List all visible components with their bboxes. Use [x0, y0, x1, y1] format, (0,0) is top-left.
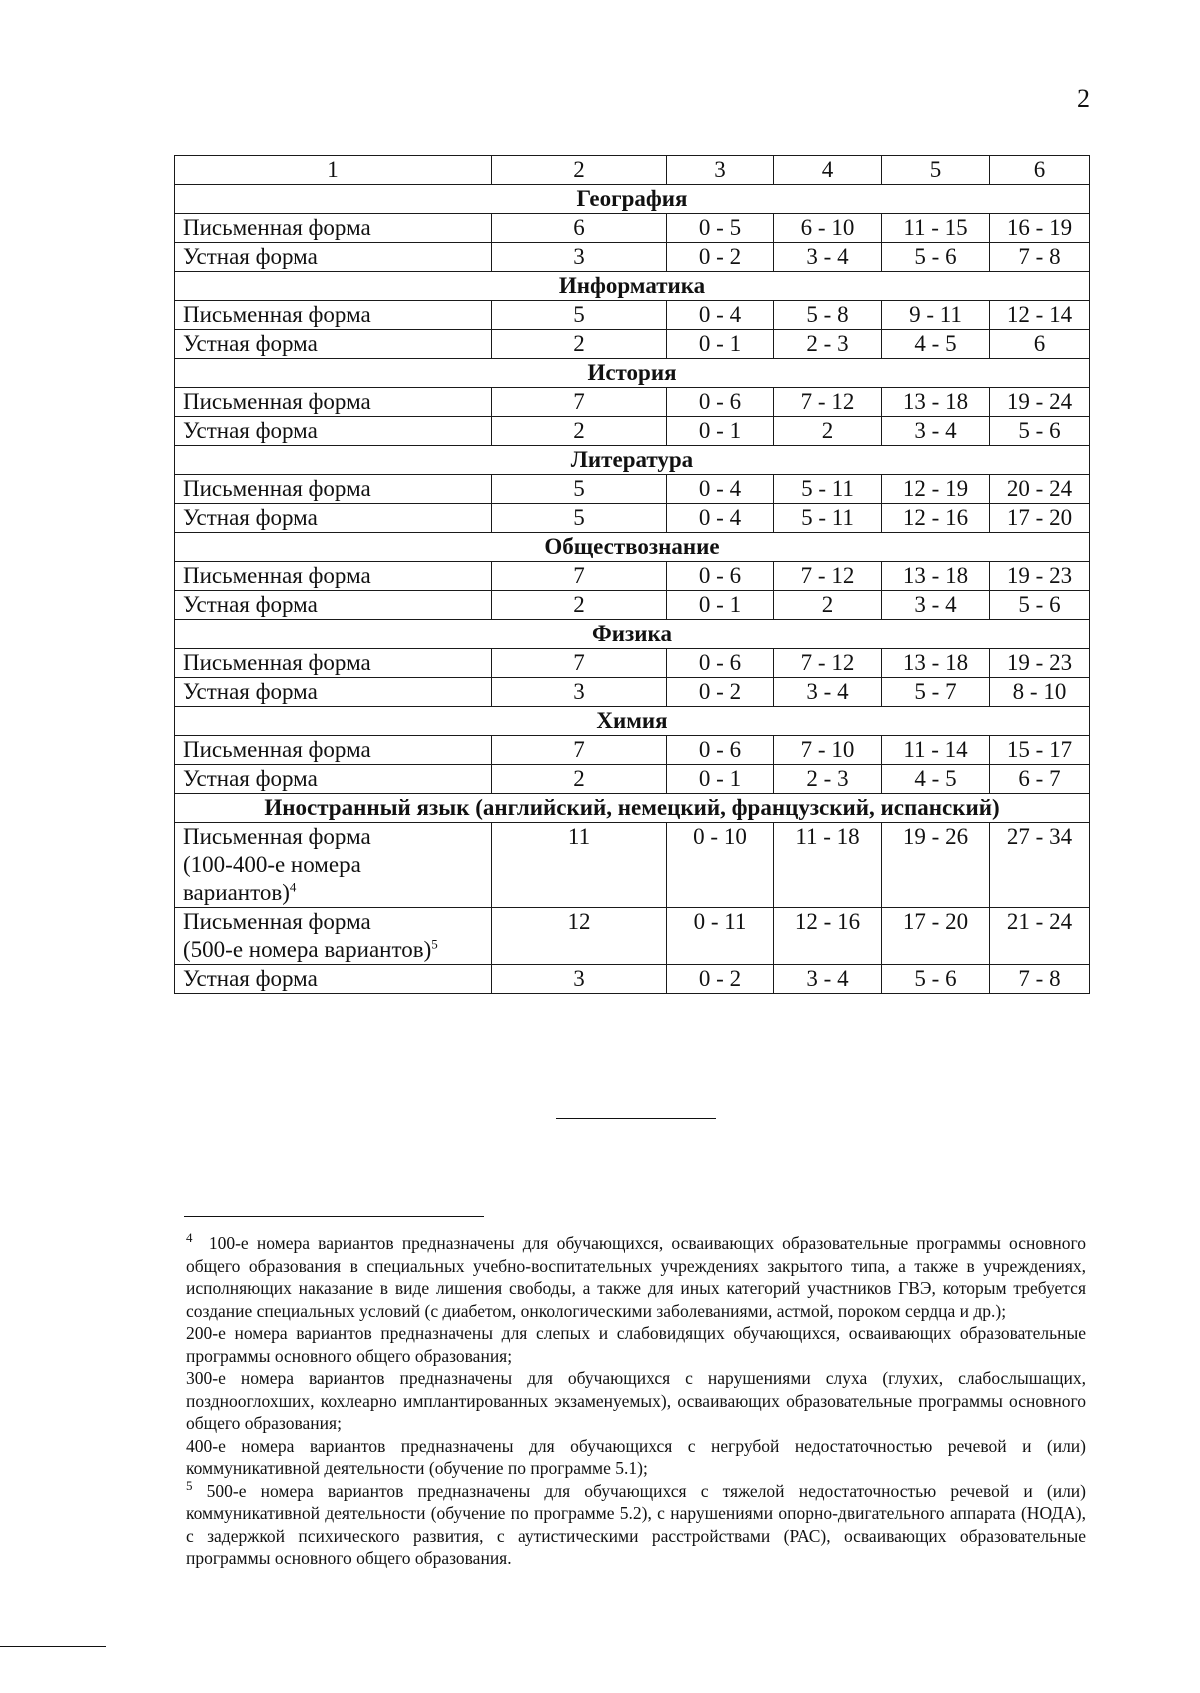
- table-cell: 2: [492, 765, 667, 794]
- footnote-mark: 5: [186, 1477, 193, 1493]
- table-cell: 7 - 8: [990, 965, 1090, 994]
- footnote-text: 500-е номера вариантов предназначены для обучающихся с тяжелой недостаточностью речевой и (или) коммуникативной деятельности (обучение по программе 5.2), с нарушениями опорно-двигательного аппарата (НОДА), с задержкой психического развития, с аутистическими расстройствами (РАС), осваивающих образовательные программы основного общего образования.: [186, 1480, 1087, 1568]
- row-label: Устная форма: [175, 965, 492, 994]
- footnote-4-paragraph: 300-е номера вариантов предназначены для обучающихся с нарушениями слуха (глухих, слабослышащих, позднооглохших, кохлеарно имплантированных экзаменуемых), осваивающих образовательные программы основного общего образования;: [186, 1368, 1086, 1433]
- table-cell: 12 - 19: [882, 475, 990, 504]
- table-row: [175, 965, 1090, 994]
- table-cell: 19 - 24: [990, 388, 1090, 417]
- table-cell: 4 - 5: [882, 765, 990, 794]
- section-row: [175, 359, 1090, 388]
- table-cell: 7 - 8: [990, 243, 1090, 272]
- section-row: [175, 533, 1090, 562]
- table-cell: 0 - 1: [667, 591, 774, 620]
- table-cell: 6 - 10: [774, 214, 882, 243]
- row-label-line: Письменная форма: [183, 909, 371, 934]
- table-cell: 7 - 12: [774, 388, 882, 417]
- section-title: Химия: [175, 707, 1090, 736]
- table-cell: 6: [990, 330, 1090, 359]
- table-row: [175, 591, 1090, 620]
- table-cell: 15 - 17: [990, 736, 1090, 765]
- table-cell: 0 - 2: [667, 678, 774, 707]
- page-number: 2: [1077, 84, 1090, 113]
- section-title: Обществознание: [175, 533, 1090, 562]
- table-cell: 17 - 20: [882, 908, 990, 965]
- row-label: Письменная форма: [175, 388, 492, 417]
- table-row: [175, 823, 1090, 908]
- footnote-5: [186, 1477, 1087, 1570]
- section-title: Физика: [175, 620, 1090, 649]
- table-cell: 3 - 4: [774, 678, 882, 707]
- table-cell: 21 - 24: [990, 908, 1090, 965]
- table-cell: 20 - 24: [990, 475, 1090, 504]
- table-cell: 11: [492, 823, 667, 908]
- table-cell: 5: [492, 504, 667, 533]
- table-cell: 8 - 10: [990, 678, 1090, 707]
- table-cell: 0 - 2: [667, 243, 774, 272]
- table-cell: 12 - 16: [774, 908, 882, 965]
- table-cell: 2: [774, 591, 882, 620]
- table-row: [175, 736, 1090, 765]
- table-cell: 7 - 10: [774, 736, 882, 765]
- table-cell: 5: [492, 475, 667, 504]
- footnote-4: [186, 1232, 1086, 1322]
- row-label-line: Письменная форма: [183, 824, 371, 849]
- header-cell: 6: [990, 156, 1090, 185]
- table-cell: 3: [492, 243, 667, 272]
- section-title: Литература: [175, 446, 1090, 475]
- table-cell: 3 - 4: [882, 591, 990, 620]
- row-label: Устная форма: [175, 504, 492, 533]
- section-title: Информатика: [175, 272, 1090, 301]
- table-cell: 3: [492, 965, 667, 994]
- table-cell: 7 - 12: [774, 562, 882, 591]
- row-label: Устная форма: [175, 243, 492, 272]
- table-cell: 11 - 18: [774, 823, 882, 908]
- table-cell: 0 - 5: [667, 214, 774, 243]
- section-title: История: [175, 359, 1090, 388]
- table-cell: 0 - 1: [667, 765, 774, 794]
- footnote-ref: 5: [431, 936, 438, 952]
- row-label: Письменная форма: [175, 301, 492, 330]
- table-cell: 3 - 4: [774, 243, 882, 272]
- table-row: [175, 388, 1090, 417]
- table-row: [175, 330, 1090, 359]
- table-cell: 0 - 6: [667, 388, 774, 417]
- table-cell: 2: [492, 417, 667, 446]
- table-cell: 5 - 6: [882, 243, 990, 272]
- table-cell: 5 - 8: [774, 301, 882, 330]
- header-cell: 3: [667, 156, 774, 185]
- table-row: [175, 504, 1090, 533]
- score-conversion-table: [174, 155, 1090, 994]
- row-label: [175, 823, 492, 908]
- table-cell: 5: [492, 301, 667, 330]
- table-cell: 16 - 19: [990, 214, 1090, 243]
- table-cell: 11 - 15: [882, 214, 990, 243]
- table-cell: 5 - 11: [774, 475, 882, 504]
- row-label: Устная форма: [175, 330, 492, 359]
- table-cell: 17 - 20: [990, 504, 1090, 533]
- table-cell: 2: [774, 417, 882, 446]
- table-cell: 0 - 11: [667, 908, 774, 965]
- table-cell: 0 - 2: [667, 965, 774, 994]
- header-cell: 1: [175, 156, 492, 185]
- footnotes: [186, 1232, 1086, 1570]
- table-cell: 5 - 11: [774, 504, 882, 533]
- footnote-text: 100-е номера вариантов предназначены для обучающихся, осваивающих образовательные программы основного общего образования в специальных учебно-воспитательных учреждениях закрытого типа, а также в учреждениях, исполняющих наказание в виде лишения свободы, а также для иных категорий участников ГВЭ, которым требуется создание специальных условий (с диабетом, онкологическими заболеваниями, астмой, пороком сердца и др.);: [186, 1233, 1086, 1321]
- table-cell: 12: [492, 908, 667, 965]
- footnote-separator: [184, 1216, 484, 1217]
- table-row: [175, 562, 1090, 591]
- row-label: Устная форма: [175, 765, 492, 794]
- table-cell: 6 - 7: [990, 765, 1090, 794]
- header-cell: 5: [882, 156, 990, 185]
- table-cell: 7: [492, 649, 667, 678]
- table-cell: 13 - 18: [882, 562, 990, 591]
- table-cell: 0 - 1: [667, 417, 774, 446]
- footnote-ref: 4: [289, 879, 297, 895]
- table-cell: 13 - 18: [882, 388, 990, 417]
- row-label: Письменная форма: [175, 214, 492, 243]
- table-cell: 2 - 3: [774, 765, 882, 794]
- table-cell: 13 - 18: [882, 649, 990, 678]
- table-cell: 5 - 6: [990, 591, 1090, 620]
- table-cell: 12 - 14: [990, 301, 1090, 330]
- section-row: [175, 446, 1090, 475]
- table-row: [175, 765, 1090, 794]
- table-cell: 27 - 34: [990, 823, 1090, 908]
- row-label: Письменная форма: [175, 475, 492, 504]
- row-label-line: вариантов): [183, 880, 290, 905]
- table-cell: 19 - 26: [882, 823, 990, 908]
- table-cell: 0 - 6: [667, 649, 774, 678]
- table-cell: 19 - 23: [990, 562, 1090, 591]
- page-edge-line: [0, 1646, 106, 1647]
- footnote-mark: 4: [186, 1230, 193, 1246]
- section-title: Иностранный язык (английский, немецкий, французский, испанский): [175, 794, 1090, 823]
- row-label-line: (500-е номера вариантов): [183, 937, 432, 962]
- header-cell: 4: [774, 156, 882, 185]
- section-row: [175, 272, 1090, 301]
- table-cell: 7: [492, 388, 667, 417]
- header-row: [175, 156, 1090, 185]
- table-cell: 2 - 3: [774, 330, 882, 359]
- row-label: Устная форма: [175, 417, 492, 446]
- table-cell: 0 - 1: [667, 330, 774, 359]
- table-cell: 0 - 4: [667, 475, 774, 504]
- table-cell: 0 - 4: [667, 301, 774, 330]
- table-cell: 11 - 14: [882, 736, 990, 765]
- table-row: [175, 214, 1090, 243]
- table-cell: 3: [492, 678, 667, 707]
- section-row: [175, 185, 1090, 214]
- table-cell: 2: [492, 591, 667, 620]
- table-cell: 7 - 12: [774, 649, 882, 678]
- table-cell: 0 - 6: [667, 562, 774, 591]
- row-label: Письменная форма: [175, 649, 492, 678]
- table-row: [175, 678, 1090, 707]
- row-label: [175, 908, 492, 965]
- table-cell: 5 - 6: [882, 965, 990, 994]
- table-row: [175, 908, 1090, 965]
- row-label: Письменная форма: [175, 562, 492, 591]
- row-label: Устная форма: [175, 591, 492, 620]
- header-cell: 2: [492, 156, 667, 185]
- row-label: Устная форма: [175, 678, 492, 707]
- table-row: [175, 475, 1090, 504]
- table-cell: 2: [492, 330, 667, 359]
- table-cell: 19 - 23: [990, 649, 1090, 678]
- row-label-line: (100-400-е номера: [183, 852, 361, 877]
- table-cell: 5 - 6: [990, 417, 1090, 446]
- footnote-4-paragraph: 200-е номера вариантов предназначены для слепых и слабовидящих обучающихся, осваивающих образовательные программы основного общего образования;: [186, 1323, 1086, 1366]
- table-cell: 5 - 7: [882, 678, 990, 707]
- table-row: [175, 301, 1090, 330]
- separator-line: [556, 1118, 716, 1119]
- table-row: [175, 417, 1090, 446]
- section-row: [175, 620, 1090, 649]
- table-row: [175, 649, 1090, 678]
- table-cell: 3 - 4: [774, 965, 882, 994]
- section-row: [175, 707, 1090, 736]
- table-cell: 4 - 5: [882, 330, 990, 359]
- table-cell: 0 - 4: [667, 504, 774, 533]
- table-cell: 7: [492, 736, 667, 765]
- table-cell: 0 - 10: [667, 823, 774, 908]
- footnote-4-paragraph: 400-е номера вариантов предназначены для обучающихся с негрубой недостаточностью речевой и (или) коммуникативной деятельности (обучение по программе 5.1);: [186, 1435, 1086, 1478]
- row-label: Письменная форма: [175, 736, 492, 765]
- table-cell: 12 - 16: [882, 504, 990, 533]
- table-cell: 9 - 11: [882, 301, 990, 330]
- table-cell: 6: [492, 214, 667, 243]
- section-row-foreign-language: [175, 794, 1090, 823]
- table-row: [175, 243, 1090, 272]
- table-cell: 3 - 4: [882, 417, 990, 446]
- table-cell: 7: [492, 562, 667, 591]
- section-title: География: [175, 185, 1090, 214]
- table-cell: 0 - 6: [667, 736, 774, 765]
